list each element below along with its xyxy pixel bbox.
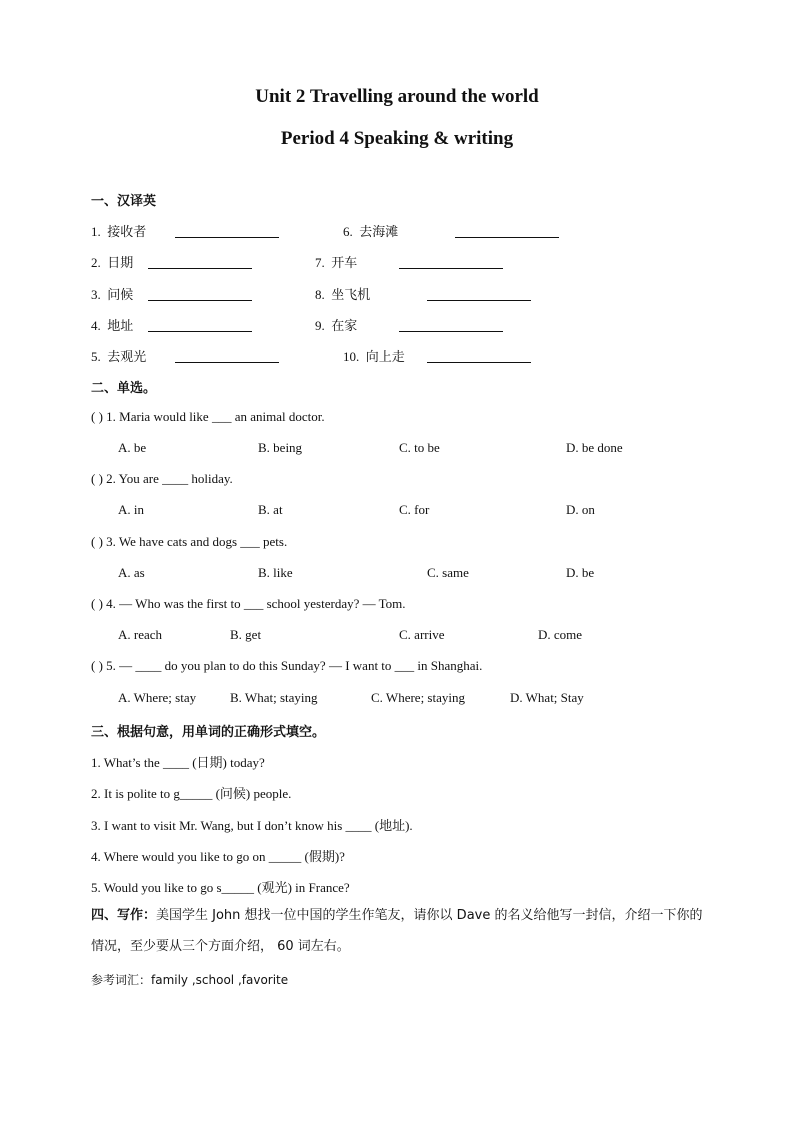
option-1b[interactable]: B. being (258, 440, 303, 455)
fill-item-4: 4. Where would you like to go on _____ (假期)? (91, 849, 345, 864)
answer-blank-2[interactable] (148, 268, 252, 269)
writing-task-text: 美国学生 John 想找一位中国的学生作笔友，请你以 Dave 的名义给他写一封信，介绍一下你的情况，至少要从三个方面介绍， 60 词左右。 (91, 908, 703, 954)
fill-item-3: 3. I want to visit Mr. Wang, but I don’t know his ____ (地址). (91, 818, 413, 833)
vocab-item-4: 4. 地址 (91, 318, 134, 334)
option-1a[interactable]: A. be (118, 440, 147, 455)
option-4c[interactable]: C. arrive (399, 627, 445, 642)
writing-prompt (91, 900, 711, 962)
answer-blank-3[interactable] (148, 300, 252, 301)
vocab-item-3: 3. 问候 (91, 287, 134, 303)
option-5b[interactable]: B. What; staying (230, 690, 318, 705)
reference-vocab: 参考词汇：family ,school ,favorite (91, 973, 289, 987)
answer-blank-1[interactable] (175, 237, 279, 238)
answer-blank-10[interactable] (427, 362, 531, 363)
question-stem-3: ( ) 3. We have cats and dogs ___ pets. (91, 534, 288, 549)
vocab-item-8: 8. 坐飞机 (315, 287, 371, 303)
question-stem-5: ( ) 5. — ____ do you plan to do this Sunday? — I want to ___ in Shanghai. (91, 658, 483, 673)
vocab-item-7: 7. 开车 (315, 255, 358, 271)
vocab-item-5: 5. 去观光 (91, 349, 147, 365)
option-1d[interactable]: D. be done (566, 440, 623, 455)
option-1c[interactable]: C. to be (399, 440, 440, 455)
vocab-item-9: 9. 在家 (315, 318, 358, 334)
option-4b[interactable]: B. get (230, 627, 262, 642)
option-2c[interactable]: C. for (399, 502, 430, 517)
option-3a[interactable]: A. as (118, 565, 145, 580)
answer-blank-4[interactable] (148, 331, 252, 332)
question-stem-1: ( ) 1. Maria would like ___ an animal doctor. (91, 409, 325, 424)
vocab-item-6: 6. 去海滩 (343, 224, 399, 240)
question-stem-2: ( ) 2. You are ____ holiday. (91, 471, 233, 486)
answer-blank-5[interactable] (175, 362, 279, 363)
answer-blank-6[interactable] (455, 237, 559, 238)
question-stem-4: ( ) 4. — Who was the first to ___ school yesterday? — Tom. (91, 596, 406, 611)
fill-item-5: 5. Would you like to go s_____ (观光) in France? (91, 880, 350, 895)
option-2b[interactable]: B. at (258, 502, 283, 517)
option-5c[interactable]: C. Where; staying (371, 690, 465, 705)
section2-heading: 二、单选。 (91, 381, 157, 396)
option-5d[interactable]: D. What; Stay (510, 690, 584, 705)
page-title: Unit 2 Travelling around the world (255, 86, 539, 107)
section4-label: 四、写作： (91, 908, 157, 923)
vocab-item-10: 10. 向上走 (343, 349, 405, 365)
page-subtitle: Period 4 Speaking & writing (280, 128, 514, 149)
option-3d[interactable]: D. be (566, 565, 595, 580)
option-2a[interactable]: A. in (118, 502, 144, 517)
section3-heading: 三、根据句意，用单词的正确形式填空。 (91, 725, 326, 740)
vocab-item-1: 1. 接收者 (91, 224, 147, 240)
fill-item-2: 2. It is polite to g_____ (问候) people. (91, 786, 292, 801)
option-4d[interactable]: D. come (538, 627, 583, 642)
answer-blank-8[interactable] (427, 300, 531, 301)
fill-item-1: 1. What’s the ____ (日期) today? (91, 755, 265, 770)
answer-blank-7[interactable] (399, 268, 503, 269)
option-4a[interactable]: A. reach (118, 627, 163, 642)
vocab-item-2: 2. 日期 (91, 255, 134, 271)
option-5a[interactable]: A. Where; stay (118, 690, 197, 705)
option-3c[interactable]: C. same (427, 565, 469, 580)
section1-heading: 一、汉译英 (91, 194, 157, 209)
option-2d[interactable]: D. on (566, 502, 595, 517)
option-3b[interactable]: B. like (258, 565, 293, 580)
answer-blank-9[interactable] (399, 331, 503, 332)
